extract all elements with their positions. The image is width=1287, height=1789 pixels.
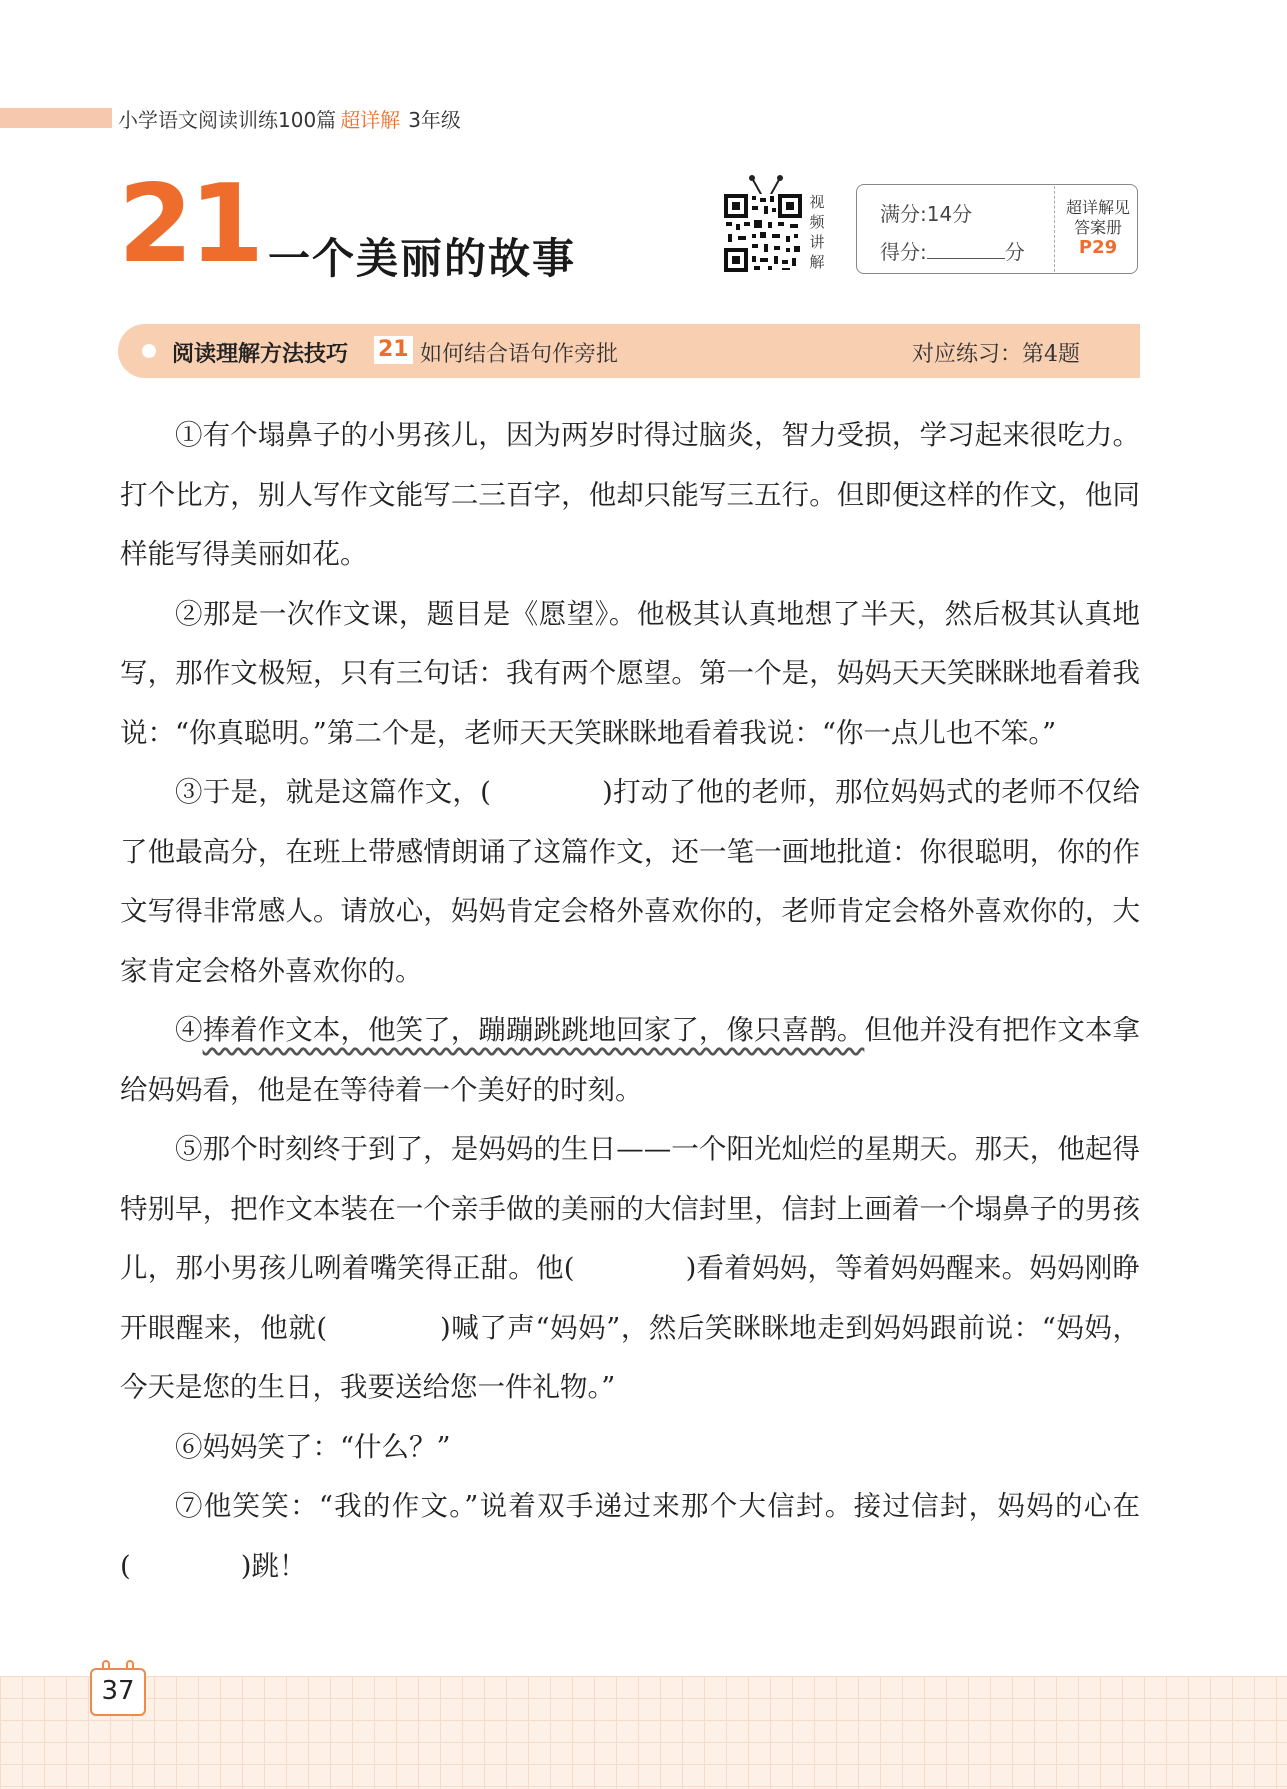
answer-page: P29 xyxy=(1078,237,1118,258)
method-topic: 如何结合语句作旁批 xyxy=(420,342,619,367)
score-label: 得分: xyxy=(880,240,927,264)
page-number: 37 xyxy=(101,1676,135,1706)
method-practice: 对应练习：第4题 xyxy=(912,342,1080,367)
book-header xyxy=(118,104,461,133)
paragraph-4-rest: 但他并没有把作文本拿给妈妈看，他是在等待着一个美好的时刻。 xyxy=(120,1014,1141,1106)
paragraph-7: ⑦他笑笑：“我的作文。”说着双手递过来那个大信封。接过信封，妈妈的心在( )跳！ xyxy=(120,1490,1140,1582)
paragraph-4 xyxy=(120,1001,1140,1120)
method-number: 21 xyxy=(374,336,413,364)
score-unit: 分 xyxy=(1004,240,1025,264)
paragraph-3: ③于是，就是这篇作文，( )打动了他的老师，那位妈妈式的老师不仅给了他最高分，在班上带感情朗诵了这篇作文，还一笔一画地批道：你很聪明，你的作文写得非常感人。请放心，妈妈肯定会格外喜欢你的，老师肯定会格外喜欢你的，大家肯定会格外喜欢你的。 xyxy=(120,776,1140,987)
footer-grid xyxy=(0,1676,1287,1789)
grade-label: 3年级 xyxy=(408,108,461,132)
lesson-title: 一个美丽的故事 xyxy=(268,234,577,283)
header-accent-bar xyxy=(0,108,112,128)
full-score: 满分:14分 xyxy=(880,202,973,226)
score-divider xyxy=(1054,186,1055,272)
book-title: 小学语文阅读训练100篇 xyxy=(118,108,337,132)
answer-ref-line2: 答案册 xyxy=(1073,218,1122,237)
paragraph-6: ⑥妈妈笑了：“什么？” xyxy=(175,1430,451,1463)
video-explanation-label[interactable]: 视 频 讲 解 xyxy=(809,193,825,271)
passage xyxy=(120,406,1140,1596)
paragraph-2: ②那是一次作文课，题目是《愿望》。他极其认真地想了半天，然后极其认真地写，那作文极短，只有三句话：我有两个愿望。第一个是，妈妈天天笑眯眯地看着我说：“你真聪明。”第二个是，老师天天笑眯眯地看着我说：“你一点儿也不笨。” xyxy=(120,597,1140,749)
lesson-number: 21 xyxy=(118,162,261,287)
bullet-dot-icon xyxy=(142,344,156,358)
score-blank[interactable] xyxy=(927,240,1005,259)
qr-code-icon[interactable] xyxy=(724,194,802,272)
score-field[interactable] xyxy=(880,236,1025,265)
paragraph-4-underlined: 捧着作文本，他笑了，蹦蹦跳跳地回家了，像只喜鹊。 xyxy=(202,1014,865,1046)
answer-ref-line1: 超详解见 xyxy=(1065,198,1130,217)
method-label: 阅读理解方法技巧 xyxy=(172,342,349,367)
book-highlight: 超详解 xyxy=(340,108,401,132)
paragraph-1: ①有个塌鼻子的小男孩儿，因为两岁时得过脑炎，智力受损，学习起来很吃力。打个比方，别人写作文能写二三百字，他却只能写三五行。但即便这样的作文，他同样能写得美丽如花。 xyxy=(120,419,1140,570)
paragraph-5: ⑤那个时刻终于到了，是妈妈的生日——一个阳光灿烂的星期天。那天，他起得特别早，把作文本装在一个亲手做的美丽的大信封里，信封上画着一个塌鼻子的男孩儿，那小男孩儿咧着嘴笑得正甜。他( )看着妈妈，等着妈妈醒来。妈妈刚睁开眼醒来，他就( )喊了声“妈妈”，然后笑眯眯地走到妈妈跟前说：“妈妈，今天是您的生日，我要送给您一件礼物。” xyxy=(120,1133,1140,1403)
paragraph-4-prefix: ④ xyxy=(175,1014,203,1046)
answer-reference xyxy=(1058,198,1138,258)
